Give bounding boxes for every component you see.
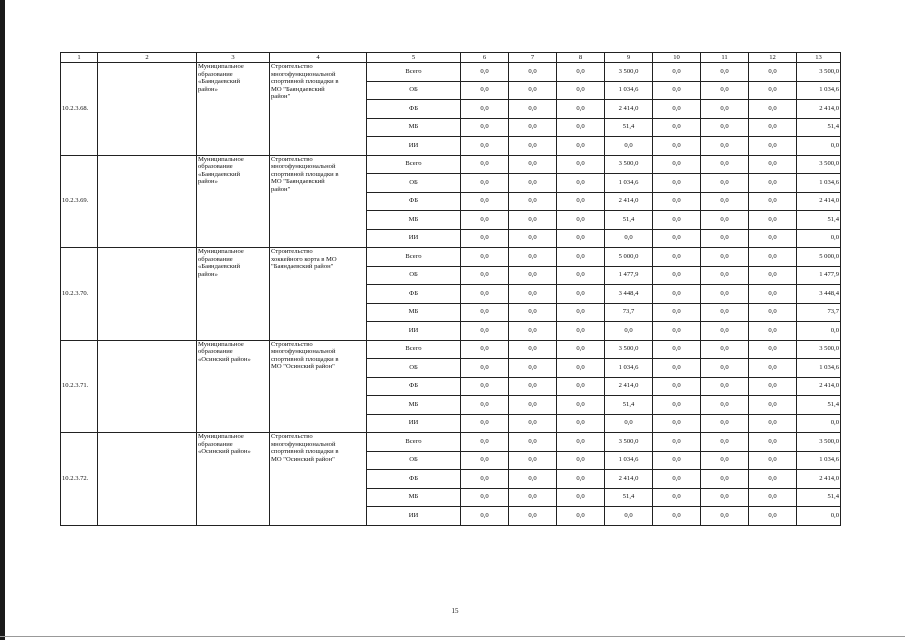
value-cell: 0,0	[749, 340, 797, 359]
blank-cell	[98, 340, 197, 433]
value-cell: 0,0	[701, 229, 749, 248]
funding-source: ОБ	[367, 359, 461, 378]
value-cell: 0,0	[749, 359, 797, 378]
value-cell: 0,0	[749, 192, 797, 211]
value-cell: 0,0	[749, 155, 797, 174]
value-cell: 0,0	[701, 192, 749, 211]
item-code: 10.2.3.71.	[61, 340, 98, 433]
value-cell: 0,0	[653, 248, 701, 267]
value-cell: 2 414,0	[605, 100, 653, 119]
value-cell: 0,0	[509, 285, 557, 304]
value-cell: 0,0	[653, 285, 701, 304]
value-cell: 0,0	[461, 137, 509, 156]
value-cell: 0,0	[749, 377, 797, 396]
value-cell: 0,0	[701, 451, 749, 470]
item-code: 10.2.3.69.	[61, 155, 98, 248]
value-cell: 0,0	[749, 303, 797, 322]
table-row	[61, 155, 841, 174]
value-cell: 0,0	[509, 229, 557, 248]
value-cell: 3 500,0	[797, 155, 841, 174]
value-cell: 3 448,4	[797, 285, 841, 304]
column-header: 10	[653, 53, 701, 63]
value-cell: 3 500,0	[605, 433, 653, 452]
municipality-cell: Муниципальное образование «Баяндаевский район»	[197, 63, 270, 156]
value-cell: 0,0	[509, 266, 557, 285]
value-cell: 0,0	[557, 155, 605, 174]
value-cell: 0,0	[653, 100, 701, 119]
value-cell: 51,4	[605, 118, 653, 137]
value-cell: 0,0	[509, 248, 557, 267]
page-number: 15	[451, 607, 459, 615]
municipality-cell: Муниципальное образование «Баяндаевский район»	[197, 155, 270, 248]
column-header: 13	[797, 53, 841, 63]
value-cell: 0,0	[509, 377, 557, 396]
value-cell: 0,0	[461, 118, 509, 137]
value-cell: 0,0	[461, 81, 509, 100]
column-number-row	[61, 53, 841, 63]
value-cell: 0,0	[509, 211, 557, 230]
value-cell: 0,0	[749, 81, 797, 100]
value-cell: 0,0	[461, 211, 509, 230]
table-row	[61, 63, 841, 82]
value-cell: 0,0	[461, 488, 509, 507]
funding-source: ФБ	[367, 192, 461, 211]
column-header: 3	[197, 53, 270, 63]
value-cell: 0,0	[701, 322, 749, 341]
value-cell: 0,0	[701, 359, 749, 378]
value-cell: 0,0	[701, 63, 749, 82]
value-cell: 0,0	[461, 507, 509, 526]
value-cell: 0,0	[557, 211, 605, 230]
value-cell: 0,0	[509, 414, 557, 433]
value-cell: 2 414,0	[797, 377, 841, 396]
value-cell: 0,0	[461, 229, 509, 248]
value-cell: 1 034,6	[797, 174, 841, 193]
value-cell: 0,0	[557, 359, 605, 378]
funding-source: ОБ	[367, 81, 461, 100]
item-code: 10.2.3.68.	[61, 63, 98, 156]
column-header: 9	[605, 53, 653, 63]
value-cell: 0,0	[461, 433, 509, 452]
value-cell: 0,0	[653, 470, 701, 489]
measure-cell: Строительство многофункциональной спортивной площадки в МО "Баяндаевский район"	[270, 155, 367, 248]
value-cell: 0,0	[701, 248, 749, 267]
value-cell: 0,0	[557, 470, 605, 489]
value-cell: 0,0	[461, 396, 509, 415]
column-header: 8	[557, 53, 605, 63]
table-row	[61, 340, 841, 359]
measure-cell: Строительство хоккейного корта в МО "Баяндаевский район"	[270, 248, 367, 341]
value-cell: 0,0	[653, 266, 701, 285]
value-cell: 0,0	[797, 414, 841, 433]
funding-source: Всего	[367, 155, 461, 174]
value-cell: 0,0	[509, 192, 557, 211]
table-row	[61, 433, 841, 452]
funding-source: ОБ	[367, 174, 461, 193]
blank-cell	[98, 248, 197, 341]
funding-source: ФБ	[367, 377, 461, 396]
funding-source: МБ	[367, 303, 461, 322]
value-cell: 0,0	[461, 174, 509, 193]
value-cell: 0,0	[605, 507, 653, 526]
value-cell: 0,0	[653, 377, 701, 396]
value-cell: 2 414,0	[605, 470, 653, 489]
column-header: 2	[98, 53, 197, 63]
value-cell: 0,0	[701, 377, 749, 396]
value-cell: 0,0	[509, 303, 557, 322]
funding-source: Всего	[367, 340, 461, 359]
value-cell: 0,0	[701, 155, 749, 174]
funding-source: ФБ	[367, 285, 461, 304]
value-cell: 2 414,0	[797, 100, 841, 119]
value-cell: 0,0	[509, 100, 557, 119]
column-header: 1	[61, 53, 98, 63]
value-cell: 0,0	[749, 211, 797, 230]
value-cell: 0,0	[653, 340, 701, 359]
funding-source: ИИ	[367, 137, 461, 156]
measure-cell: Строительство многофункциональной спортивной площадки в МО "Осинский район"	[270, 340, 367, 433]
value-cell: 0,0	[605, 229, 653, 248]
column-header: 6	[461, 53, 509, 63]
value-cell: 1 034,6	[797, 81, 841, 100]
value-cell: 0,0	[749, 396, 797, 415]
municipality-cell: Муниципальное образование «Осинский район»	[197, 433, 270, 526]
value-cell: 0,0	[701, 285, 749, 304]
value-cell: 0,0	[509, 488, 557, 507]
value-cell: 0,0	[653, 488, 701, 507]
value-cell: 1 034,6	[605, 359, 653, 378]
value-cell: 0,0	[461, 100, 509, 119]
value-cell: 0,0	[509, 174, 557, 193]
value-cell: 0,0	[557, 118, 605, 137]
column-header: 12	[749, 53, 797, 63]
value-cell: 0,0	[797, 507, 841, 526]
value-cell: 0,0	[701, 303, 749, 322]
value-cell: 0,0	[557, 266, 605, 285]
value-cell: 0,0	[509, 155, 557, 174]
value-cell: 0,0	[701, 396, 749, 415]
value-cell: 0,0	[557, 488, 605, 507]
value-cell: 0,0	[461, 340, 509, 359]
funding-source: МБ	[367, 118, 461, 137]
value-cell: 0,0	[557, 507, 605, 526]
value-cell: 0,0	[749, 285, 797, 304]
value-cell: 1 477,9	[605, 266, 653, 285]
column-header: 7	[509, 53, 557, 63]
blank-cell	[98, 433, 197, 526]
value-cell: 0,0	[461, 359, 509, 378]
funding-source: Всего	[367, 248, 461, 267]
value-cell: 0,0	[557, 340, 605, 359]
value-cell: 51,4	[605, 396, 653, 415]
value-cell: 0,0	[509, 470, 557, 489]
value-cell: 0,0	[749, 414, 797, 433]
value-cell: 0,0	[557, 81, 605, 100]
value-cell: 0,0	[557, 100, 605, 119]
value-cell: 51,4	[605, 211, 653, 230]
value-cell: 3 500,0	[797, 433, 841, 452]
value-cell: 1 034,6	[797, 359, 841, 378]
value-cell: 0,0	[557, 285, 605, 304]
value-cell: 0,0	[461, 155, 509, 174]
value-cell: 0,0	[797, 137, 841, 156]
value-cell: 0,0	[557, 63, 605, 82]
funding-source: ФБ	[367, 470, 461, 489]
municipality-cell: Муниципальное образование «Осинский район»	[197, 340, 270, 433]
value-cell: 0,0	[701, 488, 749, 507]
value-cell: 73,7	[605, 303, 653, 322]
value-cell: 0,0	[749, 488, 797, 507]
value-cell: 0,0	[557, 433, 605, 452]
table-body	[61, 63, 841, 526]
value-cell: 0,0	[557, 451, 605, 470]
value-cell: 2 414,0	[797, 470, 841, 489]
value-cell: 0,0	[749, 118, 797, 137]
blank-cell	[98, 155, 197, 248]
funding-source: Всего	[367, 63, 461, 82]
value-cell: 0,0	[749, 248, 797, 267]
value-cell: 0,0	[701, 266, 749, 285]
value-cell: 0,0	[653, 81, 701, 100]
value-cell: 0,0	[749, 433, 797, 452]
value-cell: 0,0	[509, 359, 557, 378]
value-cell: 1 034,6	[605, 81, 653, 100]
value-cell: 0,0	[749, 470, 797, 489]
value-cell: 0,0	[461, 414, 509, 433]
item-code: 10.2.3.72.	[61, 433, 98, 526]
value-cell: 0,0	[749, 266, 797, 285]
blank-cell	[98, 63, 197, 156]
value-cell: 1 034,6	[605, 174, 653, 193]
funding-source: ОБ	[367, 451, 461, 470]
value-cell: 0,0	[653, 507, 701, 526]
value-cell: 0,0	[605, 414, 653, 433]
funding-source: ИИ	[367, 414, 461, 433]
value-cell: 0,0	[749, 100, 797, 119]
value-cell: 0,0	[653, 192, 701, 211]
value-cell: 0,0	[509, 63, 557, 82]
value-cell: 1 034,6	[605, 451, 653, 470]
value-cell: 0,0	[653, 211, 701, 230]
value-cell: 0,0	[557, 414, 605, 433]
scan-bottom-edge	[0, 636, 905, 637]
funding-source: ИИ	[367, 229, 461, 248]
value-cell: 0,0	[797, 322, 841, 341]
value-cell: 0,0	[749, 174, 797, 193]
value-cell: 51,4	[797, 118, 841, 137]
value-cell: 0,0	[653, 174, 701, 193]
value-cell: 0,0	[701, 118, 749, 137]
value-cell: 0,0	[557, 303, 605, 322]
column-header: 4	[270, 53, 367, 63]
value-cell: 3 500,0	[605, 63, 653, 82]
value-cell: 0,0	[653, 155, 701, 174]
value-cell: 2 414,0	[605, 377, 653, 396]
value-cell: 51,4	[605, 488, 653, 507]
value-cell: 0,0	[701, 211, 749, 230]
funding-source: Всего	[367, 433, 461, 452]
value-cell: 0,0	[557, 396, 605, 415]
value-cell: 0,0	[461, 322, 509, 341]
value-cell: 0,0	[653, 451, 701, 470]
value-cell: 0,0	[461, 303, 509, 322]
value-cell: 0,0	[701, 137, 749, 156]
value-cell: 0,0	[653, 433, 701, 452]
value-cell: 0,0	[605, 322, 653, 341]
value-cell: 1 034,6	[797, 451, 841, 470]
value-cell: 0,0	[509, 81, 557, 100]
value-cell: 0,0	[749, 451, 797, 470]
funding-source: ИИ	[367, 507, 461, 526]
municipality-cell: Муниципальное образование «Баяндаевский район»	[197, 248, 270, 341]
value-cell: 3 500,0	[797, 63, 841, 82]
column-header: 5	[367, 53, 461, 63]
value-cell: 0,0	[509, 118, 557, 137]
value-cell: 0,0	[509, 137, 557, 156]
value-cell: 0,0	[509, 451, 557, 470]
value-cell: 0,0	[653, 137, 701, 156]
column-header: 11	[701, 53, 749, 63]
value-cell: 51,4	[797, 396, 841, 415]
value-cell: 0,0	[509, 396, 557, 415]
value-cell: 51,4	[797, 211, 841, 230]
budget-table	[60, 52, 841, 526]
value-cell: 5 000,0	[605, 248, 653, 267]
value-cell: 0,0	[749, 507, 797, 526]
value-cell: 0,0	[461, 248, 509, 267]
value-cell: 1 477,9	[797, 266, 841, 285]
table-row	[61, 248, 841, 267]
value-cell: 0,0	[653, 359, 701, 378]
value-cell: 0,0	[701, 470, 749, 489]
value-cell: 0,0	[701, 507, 749, 526]
value-cell: 0,0	[461, 377, 509, 396]
value-cell: 0,0	[653, 322, 701, 341]
value-cell: 0,0	[797, 229, 841, 248]
value-cell: 73,7	[797, 303, 841, 322]
value-cell: 0,0	[653, 229, 701, 248]
value-cell: 0,0	[557, 229, 605, 248]
value-cell: 0,0	[653, 118, 701, 137]
funding-source: МБ	[367, 396, 461, 415]
value-cell: 0,0	[509, 322, 557, 341]
value-cell: 0,0	[653, 396, 701, 415]
value-cell: 3 500,0	[605, 340, 653, 359]
value-cell: 0,0	[749, 322, 797, 341]
value-cell: 0,0	[749, 63, 797, 82]
value-cell: 0,0	[653, 303, 701, 322]
value-cell: 2 414,0	[605, 192, 653, 211]
value-cell: 0,0	[461, 63, 509, 82]
value-cell: 0,0	[605, 137, 653, 156]
funding-source: МБ	[367, 488, 461, 507]
value-cell: 0,0	[701, 174, 749, 193]
funding-source: ФБ	[367, 100, 461, 119]
scan-left-edge	[0, 0, 5, 640]
value-cell: 0,0	[461, 192, 509, 211]
value-cell: 0,0	[701, 414, 749, 433]
value-cell: 51,4	[797, 488, 841, 507]
value-cell: 3 500,0	[605, 155, 653, 174]
value-cell: 0,0	[653, 414, 701, 433]
value-cell: 5 000,0	[797, 248, 841, 267]
measure-cell: Строительство многофункциональной спортивной площадки в МО "Осинский район"	[270, 433, 367, 526]
item-code: 10.2.3.70.	[61, 248, 98, 341]
value-cell: 3 448,4	[605, 285, 653, 304]
value-cell: 0,0	[749, 229, 797, 248]
value-cell: 0,0	[701, 81, 749, 100]
value-cell: 0,0	[461, 470, 509, 489]
funding-source: ИИ	[367, 322, 461, 341]
value-cell: 0,0	[557, 248, 605, 267]
value-cell: 0,0	[509, 340, 557, 359]
value-cell: 3 500,0	[797, 340, 841, 359]
value-cell: 0,0	[701, 340, 749, 359]
value-cell: 0,0	[461, 451, 509, 470]
value-cell: 0,0	[653, 63, 701, 82]
measure-cell: Строительство многофункциональной спортивной площадки в МО "Баяндаевский район"	[270, 63, 367, 156]
value-cell: 0,0	[749, 137, 797, 156]
value-cell: 2 414,0	[797, 192, 841, 211]
value-cell: 0,0	[557, 137, 605, 156]
value-cell: 0,0	[701, 433, 749, 452]
value-cell: 0,0	[701, 100, 749, 119]
value-cell: 0,0	[557, 322, 605, 341]
value-cell: 0,0	[557, 377, 605, 396]
value-cell: 0,0	[557, 192, 605, 211]
funding-source: МБ	[367, 211, 461, 230]
value-cell: 0,0	[509, 433, 557, 452]
value-cell: 0,0	[461, 266, 509, 285]
value-cell: 0,0	[557, 174, 605, 193]
funding-source: ОБ	[367, 266, 461, 285]
value-cell: 0,0	[509, 507, 557, 526]
value-cell: 0,0	[461, 285, 509, 304]
